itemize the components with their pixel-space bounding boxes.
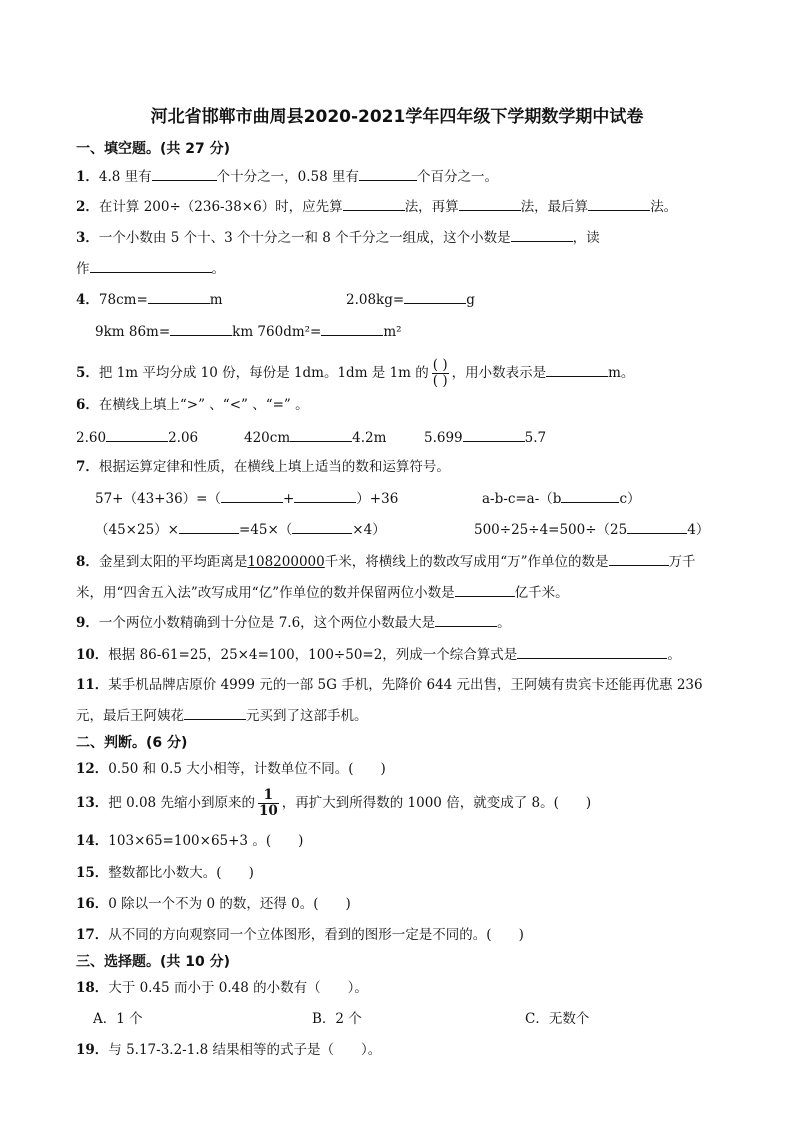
question-4: [76, 290, 223, 309]
question-number: 2．: [76, 199, 99, 215]
answer-blank[interactable]: [343, 197, 405, 211]
section-heading-choice: 三、选择题。(共 10 分): [76, 954, 231, 970]
answer-blank[interactable]: [184, 706, 246, 720]
question-7c: [95, 520, 386, 539]
question-number: 7．: [76, 459, 99, 475]
question-number: 1．: [76, 169, 99, 185]
answer-blank[interactable]: [517, 645, 667, 659]
question-number: 4．: [76, 292, 99, 308]
question-4b: [346, 290, 475, 309]
question-text: 整数都比小数大。( ): [108, 865, 254, 881]
question-text: 米，用“四舍五入法”改写成用“亿”作单位的数并保留两位小数是: [76, 585, 455, 601]
question-4c: [95, 322, 402, 341]
question-number: 5．: [76, 365, 99, 381]
question-text: a-b-c=a-（b: [482, 491, 562, 507]
question-text: 某手机品牌店原价 4999 元的一部 5G 手机，先降价 644 元出售，王阿姨有贵宾卡还能再优惠 236: [108, 677, 703, 693]
question-text: 作: [76, 261, 90, 277]
question-19: [76, 1041, 381, 1059]
answer-blank[interactable]: [561, 489, 619, 503]
question-10: [76, 645, 681, 664]
answer-blank[interactable]: [404, 290, 466, 304]
option-a[interactable]: A．1 个: [93, 1011, 143, 1027]
question-text: 420cm: [244, 430, 291, 446]
fraction-blank[interactable]: [432, 358, 449, 389]
fraction-denominator: ( ): [432, 373, 448, 389]
question-text: 法。: [650, 199, 678, 215]
fraction-numerator: 1: [258, 788, 279, 804]
question-13: [76, 788, 591, 819]
answer-blank[interactable]: [106, 428, 168, 442]
question-number: 6．: [76, 397, 99, 413]
question-text: 法，最后算: [520, 199, 589, 215]
question-11-cont: [76, 706, 368, 725]
question-text: 一个小数由 5 个十、3 个十分之一和 8 个千分之一组成，这个小数是: [98, 230, 511, 246]
question-text: 亿千米。: [514, 585, 569, 601]
question-text: 把 0.08 先缩小到原来的: [108, 795, 255, 811]
answer-blank[interactable]: [290, 428, 352, 442]
question-number: 16．: [76, 896, 109, 912]
question-text: 万千: [668, 554, 696, 570]
question-text: 4）: [687, 522, 710, 538]
question-text: 。: [497, 615, 511, 631]
question-7d: [474, 520, 709, 539]
question-text: 2.06: [168, 430, 199, 446]
question-5: [76, 358, 634, 389]
question-number: 17．: [76, 927, 109, 943]
question-text: 500÷25÷4=500÷（25: [474, 522, 628, 538]
question-text: 5.7: [524, 430, 547, 446]
question-number: 9．: [76, 615, 99, 631]
page-title: 河北省邯郸市曲周县2020-2021学年四年级下学期数学期中试卷: [150, 107, 644, 127]
answer-blank[interactable]: [546, 363, 608, 377]
question-15: [76, 864, 254, 882]
question-text: 103×65=100×65+3 。( ): [108, 833, 304, 849]
question-number: 8．: [76, 554, 99, 570]
question-7a: [95, 489, 398, 508]
question-text: 4.8 里有: [98, 169, 152, 185]
answer-blank[interactable]: [359, 167, 417, 181]
answer-blank[interactable]: [609, 552, 669, 566]
question-text: 从不同的方向观察同一个立体图形，看到的图形一定是不同的。( ): [108, 927, 524, 943]
question-text: 元买到了这部手机。: [246, 708, 368, 724]
fraction-denominator: 10: [258, 803, 278, 819]
answer-blank[interactable]: [292, 520, 352, 534]
question-text: ，读: [572, 230, 600, 246]
question-number: 15．: [76, 865, 109, 881]
question-text: 个十分之一，0.58 里有: [216, 169, 360, 185]
answer-blank[interactable]: [588, 197, 650, 211]
answer-blank[interactable]: [435, 613, 497, 627]
question-text: ×4）: [352, 522, 386, 538]
question-text: 0 除以一个不为 0 的数，还得 0。( ): [108, 896, 351, 912]
question-7b: [482, 489, 641, 508]
option-c[interactable]: C．无数个: [525, 1011, 590, 1027]
question-text: m: [209, 292, 223, 308]
answer-blank[interactable]: [90, 259, 212, 273]
question-8-cont: [76, 583, 569, 602]
question-text: 大于 0.45 而小于 0.48 的小数有（ ）。: [108, 980, 368, 996]
question-text: 个百分之一。: [417, 169, 499, 185]
question-number: 3．: [76, 230, 99, 246]
question-number: 10．: [76, 647, 109, 663]
question-number: 11．: [76, 677, 109, 693]
question-text: 根据 86-61=25，25×4=100，100÷50=2，列成一个综合算式是: [108, 647, 518, 663]
question-text: 在横线上填上“>” 、“<” 、“=” 。: [98, 397, 309, 413]
answer-blank[interactable]: [148, 290, 210, 304]
answer-blank[interactable]: [294, 489, 356, 503]
question-3-cont: [76, 259, 225, 278]
question-number: 14．: [76, 833, 109, 849]
answer-blank[interactable]: [152, 167, 217, 181]
question-6c: [424, 428, 546, 447]
answer-blank[interactable]: [463, 428, 525, 442]
answer-blank[interactable]: [321, 322, 383, 336]
answer-blank[interactable]: [170, 322, 232, 336]
question-6b: [244, 428, 386, 447]
question-8: [76, 552, 696, 571]
question-text: 。: [667, 647, 681, 663]
answer-blank[interactable]: [179, 520, 239, 534]
question-14: [76, 832, 303, 850]
question-2: [76, 197, 677, 216]
answer-blank[interactable]: [455, 583, 515, 597]
answer-blank[interactable]: [221, 489, 283, 503]
question-9: [76, 613, 511, 632]
question-text: 5.699: [424, 430, 463, 446]
fraction-numerator: ( ): [432, 357, 448, 373]
question-11: [76, 676, 703, 694]
answer-blank[interactable]: [511, 228, 573, 242]
question-number: 19．: [76, 1042, 109, 1058]
question-text: 78cm=: [98, 292, 148, 308]
fraction: [258, 788, 279, 819]
question-text: m²: [383, 324, 402, 340]
question-number: 13．: [76, 795, 109, 811]
question-text: 与 5.17-3.2-1.8 结果相等的式子是（ ）。: [108, 1042, 382, 1058]
question-text: ，再扩大到所得数的 1000 倍，就变成了 8。( ): [281, 795, 592, 811]
answer-blank[interactable]: [627, 520, 687, 534]
question-text: 法，再算: [404, 199, 459, 215]
question-text: km 760dm²=: [232, 324, 322, 340]
question-12: [76, 760, 386, 778]
question-text: 把 1m 平均分成 10 份，每份是 1dm。1dm 是 1m 的: [98, 365, 429, 381]
question-7: [76, 458, 450, 476]
question-text: ）+36: [356, 491, 399, 507]
question-text: 9km 86m=: [95, 324, 171, 340]
question-text: m。: [608, 365, 635, 381]
question-number: 18．: [76, 980, 109, 996]
question-17: [76, 926, 524, 944]
question-text: c）: [619, 491, 641, 507]
underlined-number: 108200000: [247, 554, 325, 570]
question-text: ，用小数表示是: [451, 365, 547, 381]
question-6a: [76, 428, 198, 447]
question-text: 一个两位小数精确到十分位是 7.6，这个两位小数最大是: [98, 615, 436, 631]
section-heading-judge: 二、判断。(6 分): [76, 735, 188, 751]
question-text: 2.08kg=: [346, 292, 405, 308]
question-6: [76, 396, 309, 414]
question-text: 金星到太阳的平均距离是: [98, 554, 248, 570]
question-text: +: [282, 491, 295, 507]
question-3: [76, 228, 600, 247]
question-text: 57+（43+36）=（: [95, 491, 221, 507]
question-text: 0.50 和 0.5 大小相等，计数单位不同。( ): [108, 761, 386, 777]
answer-blank[interactable]: [459, 197, 521, 211]
question-text: 根据运算定律和性质，在横线上填上适当的数和运算符号。: [98, 459, 450, 475]
question-text: （45×25）×: [95, 522, 179, 538]
question-text: 。: [211, 261, 225, 277]
question-text: 2.60: [76, 430, 107, 446]
question-text: 元，最后王阿姨花: [76, 708, 184, 724]
question-16: [76, 895, 351, 913]
question-text: =45×（: [238, 522, 293, 538]
section-heading-fill-blank: 一、填空题。(共 27 分): [76, 141, 231, 157]
question-1: [76, 167, 498, 186]
question-text: g: [466, 292, 475, 308]
question-text: 4.2m: [352, 430, 387, 446]
question-18: [76, 979, 368, 997]
option-b[interactable]: B．2 个: [312, 1011, 362, 1027]
question-text: 在计算 200÷（236-38×6）时，应先算: [98, 199, 343, 215]
question-number: 12．: [76, 761, 109, 777]
question-text: 千米，将横线上的数改写成用“万”作单位的数是: [324, 554, 609, 570]
